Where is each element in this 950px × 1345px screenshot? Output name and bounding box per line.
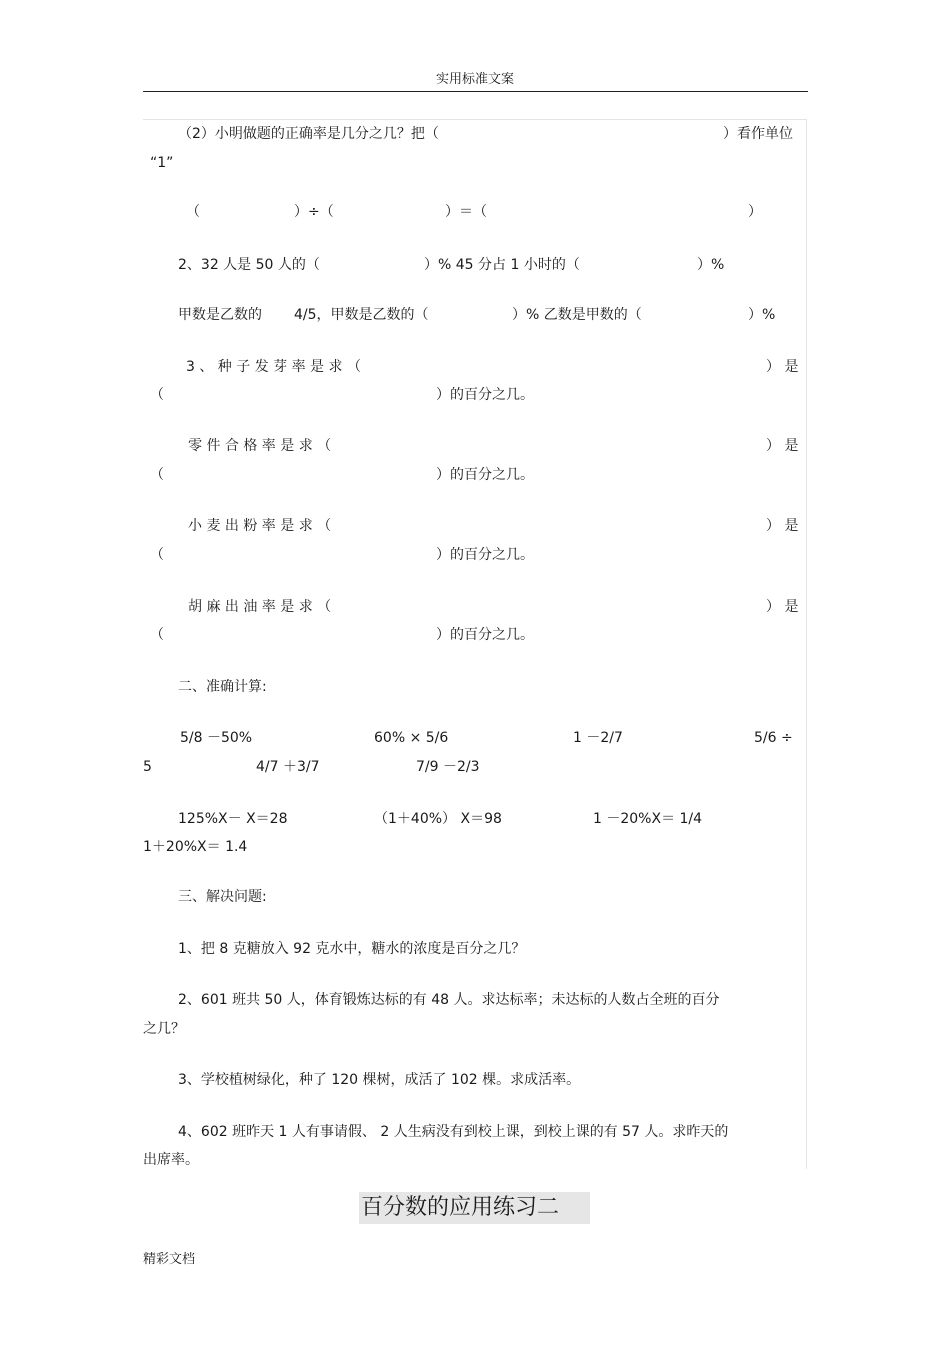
page-header-title: 实用标准文案 (435, 72, 514, 87)
calc-4-cont: 5 (143, 759, 152, 775)
q5-tail: ） 是 (766, 518, 799, 534)
content-frame (143, 119, 807, 1169)
q6-text: 胡 麻 出 油 率 是 求 （ (188, 599, 332, 615)
q3-tail: ） 是 (766, 359, 799, 375)
calc-3: 1 －2/7 (573, 730, 623, 746)
equation-3: 1 －20%X＝ 1/4 (593, 811, 703, 827)
q2-end: ）% (697, 257, 725, 273)
problem-4: 4、602 班昨天 1 人有事请假、 2 人生病没有到校上课，到校上课的有 57 人。求昨天的 (178, 1124, 729, 1140)
q5-paren: （ (150, 547, 164, 563)
q4-tail: ） 是 (766, 438, 799, 454)
q6-tail: ） 是 (766, 599, 799, 615)
problem-2: 2、601 班共 50 人，体育锻炼达标的有 48 人。求达标率；未达标的人数占全班的百分 (178, 992, 720, 1008)
q2b-mid: ）% 乙数是甲数的（ (512, 307, 642, 323)
problem-2-cont: 之几？ (143, 1021, 185, 1037)
q3-end: ）的百分之几。 (436, 387, 534, 403)
q5-end: ）的百分之几。 (436, 547, 534, 563)
q2b-fraction: 4/5，甲数是乙数的（ (294, 307, 429, 323)
equation-4: 1＋20%X＝ 1.4 (143, 839, 248, 855)
q3-text: 3 、 种 子 发 芽 率 是 求 （ (186, 359, 361, 375)
calc-1: 5/8 －50% (180, 730, 253, 746)
q2-mid: ）% 45 分占 1 小时的（ (424, 257, 580, 273)
q1-2-tail: ）看作单位 (723, 126, 793, 142)
calc-4: 5/6 ÷ (754, 730, 793, 746)
q4-paren: （ (150, 467, 164, 483)
page-footer: 精彩文档 (143, 1252, 196, 1267)
section-title: 百分数的应用练习二 (361, 1195, 560, 1220)
section-3-title: 三、解决问题: (178, 889, 267, 905)
calc-2: 60% × 5/6 (374, 730, 449, 746)
problem-4-cont: 出席率。 (143, 1152, 199, 1168)
section-2-title: 二、准确计算: (178, 679, 267, 695)
formula-equals: ）＝（ (445, 204, 487, 220)
q1-2-text: （2）小明做题的正确率是几分之几？把（ (178, 126, 439, 142)
q4-end: ）的百分之几。 (436, 467, 534, 483)
q2-text: 2、32 人是 50 人的（ (178, 257, 320, 273)
q1-2-unit: “1” (150, 155, 174, 171)
q4-text: 零 件 合 格 率 是 求 （ (188, 438, 332, 454)
q6-paren: （ (150, 627, 164, 643)
header-rule (143, 91, 808, 92)
q5-text: 小 麦 出 粉 率 是 求 （ (188, 518, 332, 534)
problem-3: 3、学校植树绿化，种了 120 棵树，成活了 102 棵。求成活率。 (178, 1072, 581, 1088)
problem-1: 1、把 8 克糖放入 92 克水中，糖水的浓度是百分之几？ (178, 941, 526, 957)
formula-paren-1: （ (186, 204, 200, 220)
calc-6: 7/9 －2/3 (416, 759, 480, 775)
q2b-text: 甲数是乙数的 (178, 307, 262, 323)
equation-1: 125%X－ X＝28 (178, 811, 288, 827)
q6-end: ）的百分之几。 (436, 627, 534, 643)
formula-close: ） (748, 204, 762, 220)
calc-5: 4/7 ＋3/7 (256, 759, 320, 775)
formula-divide: ）÷（ (294, 204, 334, 220)
equation-2: （1＋40%） X＝98 (374, 811, 502, 827)
q3-paren: （ (150, 387, 164, 403)
q2b-end: ）% (748, 307, 776, 323)
